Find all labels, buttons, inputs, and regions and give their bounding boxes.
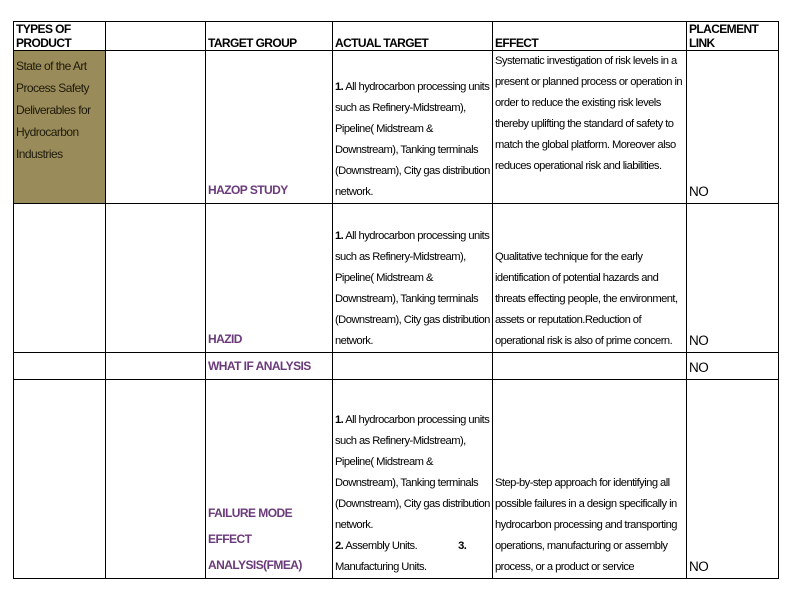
blank-cell	[14, 380, 106, 579]
blank-cell	[14, 353, 106, 380]
effect-cell: Systematic investigation of risk levels in a present or planned process or operation in order to reduce the existing risk levels thereby uplifting the standard of safety to match the global platform. Moreover also reduces operational risk and liabilities.	[493, 51, 687, 204]
actual-target-text: All hydrocarbon processing units such as Refinery-Midstream), Pipeline( Midstream & Downstream), Tanking terminals (Downstream), City gas distribution network.	[335, 414, 490, 531]
header-target-group: TARGET GROUP	[206, 22, 333, 51]
product-table	[13, 21, 779, 579]
actual-target-number: 2.	[335, 540, 344, 552]
actual-target-number: 1.	[335, 81, 344, 93]
table-row	[14, 353, 779, 380]
actual-target-text: Assembly Units.	[345, 540, 418, 552]
actual-target-text: All hydrocarbon processing units such as Refinery-Midstream), Pipeline( Midstream & Downstream), Tanking terminals (Downstream), City gas distribution network.	[335, 230, 490, 347]
target-group-cell: HAZOP STUDY	[206, 51, 333, 204]
placement-link-cell: NO	[687, 204, 779, 353]
actual-target-text: All hydrocarbon processing units such as Refinery-Midstream), Pipeline( Midstream & Downstream), Tanking terminals (Downstream), City gas distribution network.	[335, 81, 490, 198]
header-actual-target: ACTUAL TARGET	[333, 22, 493, 51]
header-effect: EFFECT	[493, 22, 687, 51]
header-blank	[106, 22, 206, 51]
target-group-cell: FAILURE MODE EFFECT ANALYSIS(FMEA)	[206, 380, 333, 579]
placement-link-cell: NO	[687, 51, 779, 204]
blank-cell	[106, 51, 206, 204]
header-types-of-product: TYPES OF PRODUCT	[14, 22, 106, 51]
target-group-cell: HAZID	[206, 204, 333, 353]
actual-target-cell	[333, 380, 493, 579]
blank-cell	[14, 204, 106, 353]
product-label: State of the Art Process Safety Deliverables for Hydrocarbon Industries	[14, 51, 106, 204]
header-placement-link: PLACEMENT LINK	[687, 22, 779, 51]
effect-cell: Qualitative technique for the early identification of potential hazards and threats effecting people, the environment, assets or reputation.Reduction of operational risk is also of prime concern.	[493, 204, 687, 353]
blank-cell	[106, 353, 206, 380]
blank-cell	[106, 380, 206, 579]
table-row	[14, 51, 779, 204]
table-row	[14, 380, 779, 579]
actual-target-text: Manufacturing Units.	[335, 561, 427, 573]
actual-target-number: 1.	[335, 230, 344, 242]
table-row	[14, 204, 779, 353]
actual-target-cell	[333, 51, 493, 204]
actual-target-cell	[333, 353, 493, 380]
actual-target-cell	[333, 204, 493, 353]
effect-cell: Step-by-step approach for identifying all possible failures in a design specifically in hydrocarbon processing and transporting operations, manufacturing or assembly process, or a product or service	[493, 380, 687, 579]
placement-link-cell: NO	[687, 380, 779, 579]
target-group-cell: WHAT IF ANALYSIS	[206, 353, 333, 380]
header-row	[14, 22, 779, 51]
effect-cell	[493, 353, 687, 380]
actual-target-number: 1.	[335, 414, 344, 426]
actual-target-number: 3.	[458, 540, 467, 552]
placement-link-cell: NO	[687, 353, 779, 380]
blank-cell	[106, 204, 206, 353]
